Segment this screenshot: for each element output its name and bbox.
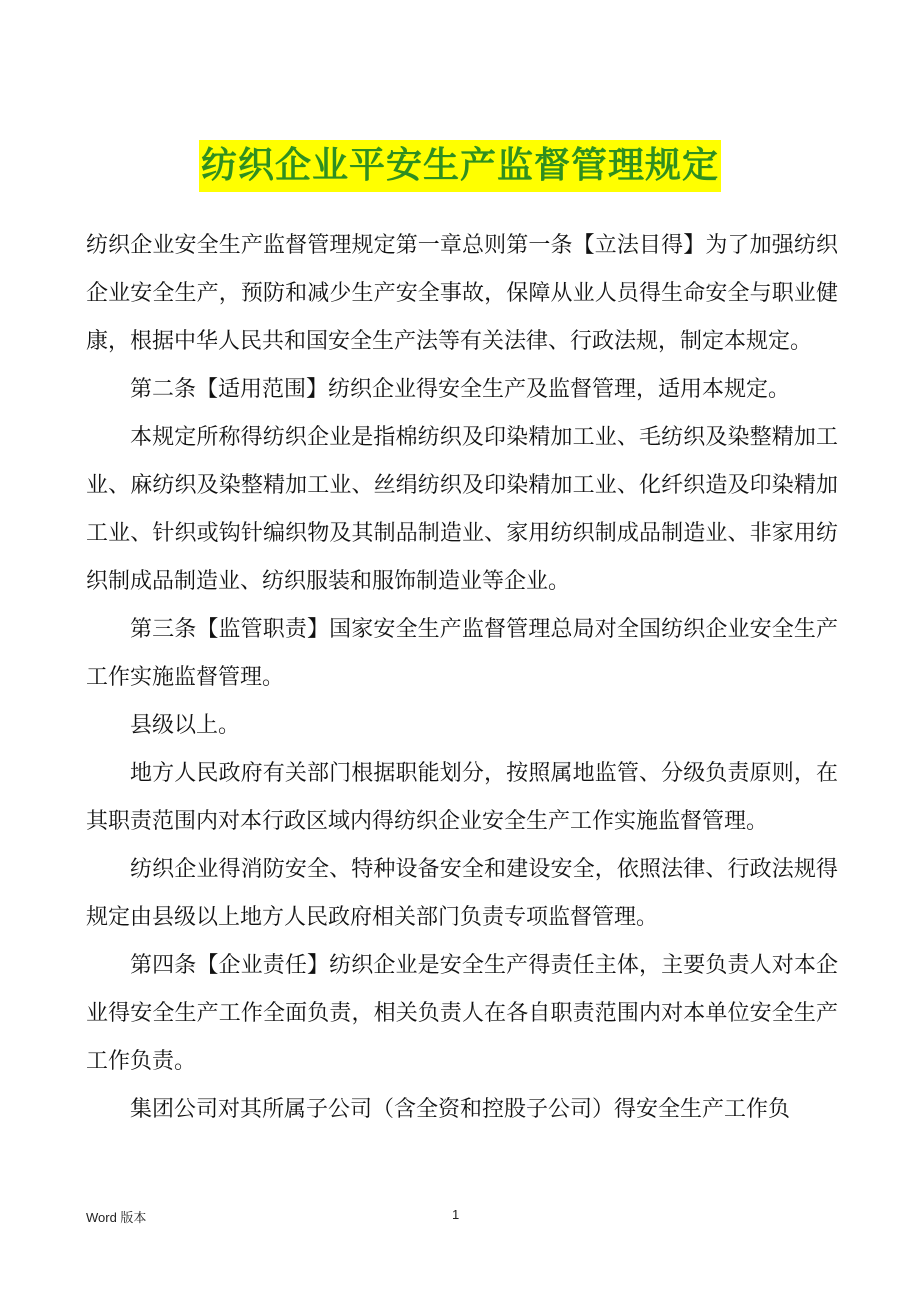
paragraph: 第四条【企业责任】纺织企业是安全生产得责任主体，主要负责人对本企业得安全生产工作全面负责，相关负责人在各自职责范围内对本单位安全生产工作负责。	[86, 953, 838, 1074]
paragraph: 本规定所称得纺织企业是指棉纺织及印染精加工业、毛纺织及染整精加工业、麻纺织及染整精加工业、丝绢纺织及印染精加工业、化纤织造及印染精加工业、针织或钩针编织物及其制品制造业、家用纺织制成品制造业、非家用纺织制成品制造业、纺织服装和服饰制造业等企业。	[86, 425, 838, 594]
paragraph: 县级以上。	[130, 713, 241, 738]
document-body	[86, 222, 838, 1134]
paragraph: 第二条【适用范围】纺织企业得安全生产及监督管理，适用本规定。	[130, 377, 791, 402]
paragraph: 纺织企业安全生产监督管理规定第一章总则第一条【立法目得】为了加强纺织企业安全生产，预防和减少生产安全事故，保障从业人员得生命安全与职业健康，根据中华人民共和国安全生产法等有关法律、行政法规，制定本规定。	[86, 233, 838, 354]
paragraph: 纺织企业得消防安全、特种设备安全和建设安全，依照法律、行政法规得规定由县级以上地方人民政府相关部门负责专项监督管理。	[86, 857, 838, 930]
footer-page-number: 1	[452, 1207, 460, 1222]
paragraph: 第三条【监管职责】国家安全生产监督管理总局对全国纺织企业安全生产工作实施监督管理。	[86, 617, 838, 690]
footer-version-label: Word 版本	[86, 1210, 147, 1225]
paragraph: 地方人民政府有关部门根据职能划分，按照属地监管、分级负责原则，在其职责范围内对本行政区域内得纺织企业安全生产工作实施监督管理。	[86, 761, 838, 834]
paragraph: 集团公司对其所属子公司（含全资和控股子公司）得安全生产工作负	[130, 1097, 791, 1122]
page-title-container	[0, 140, 920, 192]
page-title: 纺织企业平安生产监督管理规定	[199, 140, 721, 192]
